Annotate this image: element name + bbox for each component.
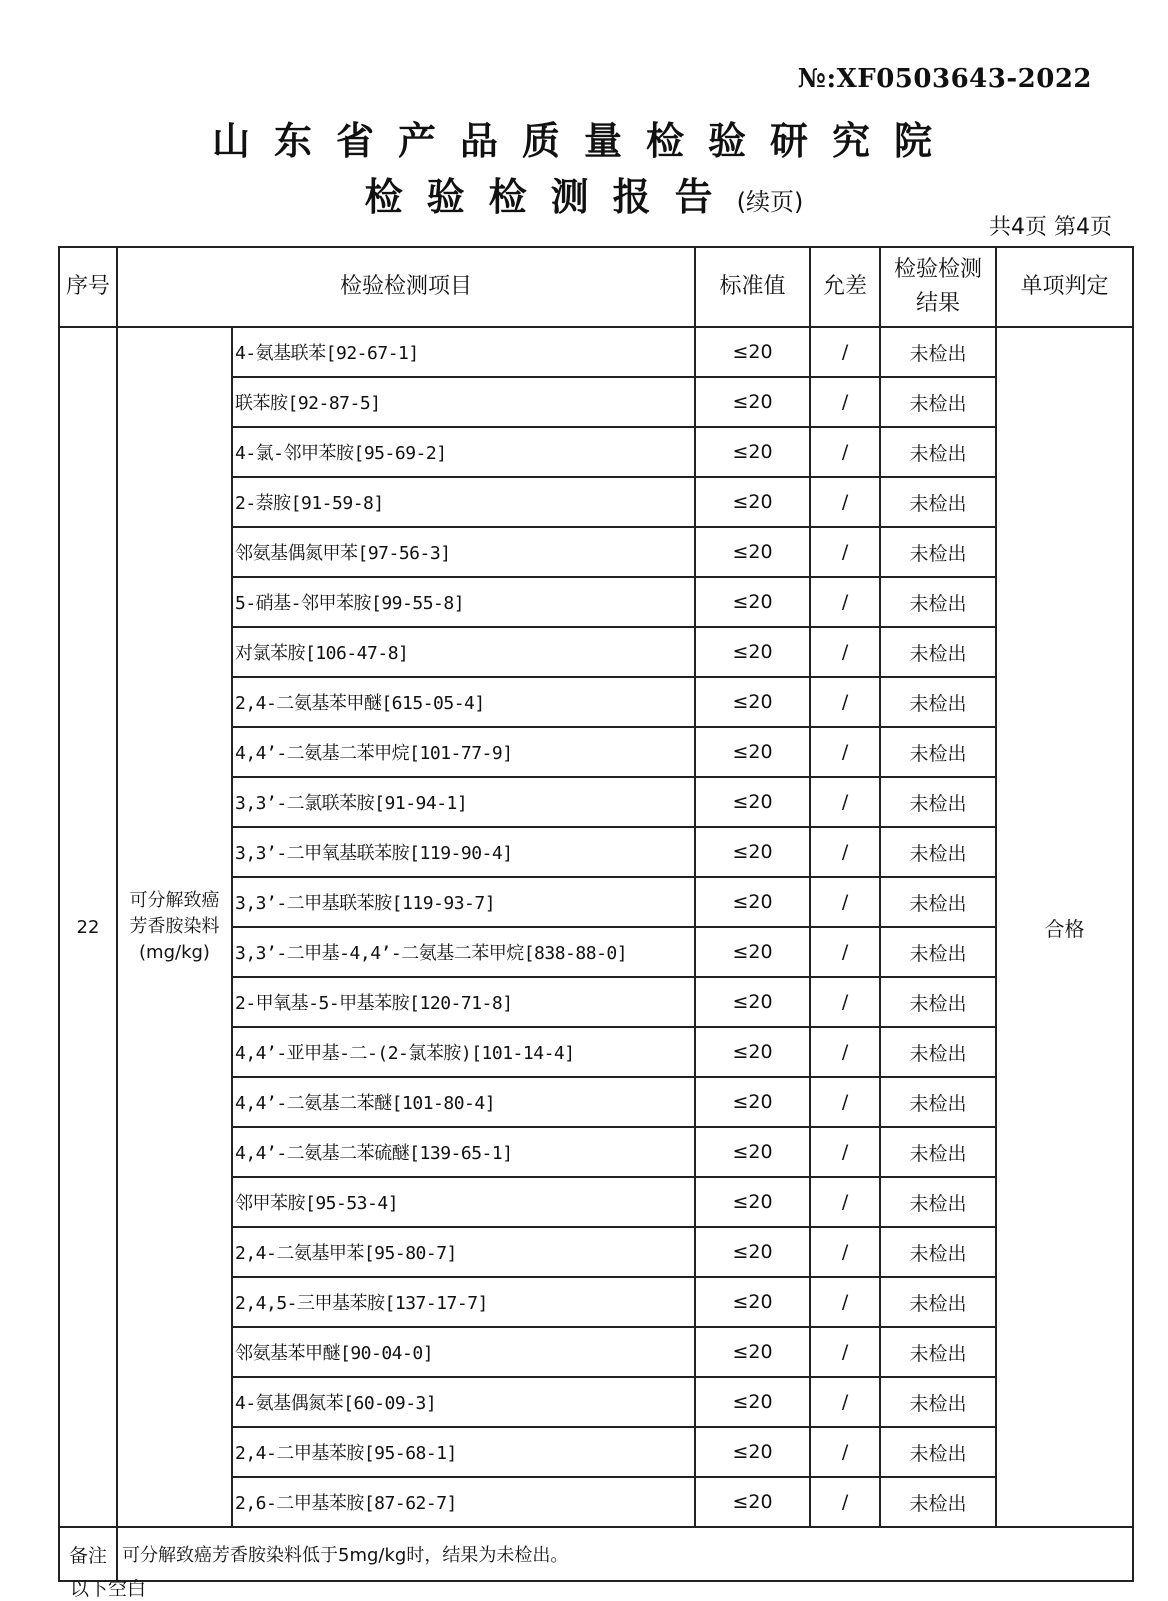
- note-row: [59, 1527, 1133, 1581]
- group-name-line: (mg/kg): [139, 942, 210, 963]
- result-cell: 未检出: [880, 477, 996, 527]
- tolerance-cell: /: [810, 627, 880, 677]
- tolerance-cell: /: [810, 677, 880, 727]
- header-item: 检验检测项目: [117, 247, 695, 327]
- footer-note: 以下空白: [70, 1578, 147, 1600]
- standard-cell: ≤20: [695, 577, 810, 627]
- result-cell: 未检出: [880, 527, 996, 577]
- group-name-line: 芳香胺染料: [129, 916, 220, 937]
- standard-cell: ≤20: [695, 1427, 810, 1477]
- result-cell: 未检出: [880, 1177, 996, 1227]
- item-cell: 3,3’-二氯联苯胺[91-94-1]: [232, 777, 695, 827]
- tolerance-cell: /: [810, 1327, 880, 1377]
- header-verdict: 单项判定: [996, 247, 1133, 327]
- standard-cell: ≤20: [695, 1077, 810, 1127]
- tolerance-cell: /: [810, 777, 880, 827]
- item-cell: 邻氨基偶氮甲苯[97-56-3]: [232, 527, 695, 577]
- result-cell: 未检出: [880, 827, 996, 877]
- standard-cell: ≤20: [695, 1127, 810, 1177]
- table-header-row: [59, 247, 1133, 327]
- standard-cell: ≤20: [695, 1227, 810, 1277]
- item-cell: 4-氨基偶氮苯[60-09-3]: [232, 1377, 695, 1427]
- standard-cell: ≤20: [695, 1027, 810, 1077]
- tolerance-cell: /: [810, 577, 880, 627]
- item-cell: 3,3’-二甲基联苯胺[119-93-7]: [232, 877, 695, 927]
- item-cell: 4,4’-亚甲基-二-(2-氯苯胺)[101-14-4]: [232, 1027, 695, 1077]
- result-cell: 未检出: [880, 427, 996, 477]
- result-cell: 未检出: [880, 977, 996, 1027]
- tolerance-cell: /: [810, 377, 880, 427]
- result-cell: 未检出: [880, 1077, 996, 1127]
- item-cell: 2-甲氧基-5-甲基苯胺[120-71-8]: [232, 977, 695, 1027]
- group-name: [117, 327, 232, 1527]
- result-cell: 未检出: [880, 1377, 996, 1427]
- tolerance-cell: /: [810, 327, 880, 377]
- tolerance-cell: /: [810, 827, 880, 877]
- item-cell: 4-氨基联苯[92-67-1]: [232, 327, 695, 377]
- result-cell: 未检出: [880, 677, 996, 727]
- tolerance-cell: /: [810, 1377, 880, 1427]
- item-cell: 2-萘胺[91-59-8]: [232, 477, 695, 527]
- result-cell: 未检出: [880, 1427, 996, 1477]
- table-body: [59, 327, 1133, 1527]
- report-number: №:XF0503643-2022: [797, 64, 1092, 94]
- item-cell: 联苯胺[92-87-5]: [232, 377, 695, 427]
- result-cell: 未检出: [880, 377, 996, 427]
- standard-cell: ≤20: [695, 977, 810, 1027]
- header-tolerance: 允差: [810, 247, 880, 327]
- standard-cell: ≤20: [695, 627, 810, 677]
- standard-cell: ≤20: [695, 1327, 810, 1377]
- group-verdict: 合格: [996, 327, 1133, 1527]
- result-cell: 未检出: [880, 627, 996, 677]
- tolerance-cell: /: [810, 1177, 880, 1227]
- organization-title: 山东省产品质量检验研究院: [211, 119, 956, 163]
- item-cell: 4-氯-邻甲苯胺[95-69-2]: [232, 427, 695, 477]
- item-cell: 4,4’-二氨基二苯甲烷[101-77-9]: [232, 727, 695, 777]
- report-title: 检验检测报告: [364, 175, 737, 219]
- result-cell: 未检出: [880, 877, 996, 927]
- note-text: 可分解致癌芳香胺染料低于5mg/kg时，结果为未检出。: [117, 1527, 1133, 1581]
- header-standard: 标准值: [695, 247, 810, 327]
- tolerance-cell: /: [810, 1127, 880, 1177]
- tolerance-cell: /: [810, 1027, 880, 1077]
- header-seq: 序号: [59, 247, 117, 327]
- standard-cell: ≤20: [695, 1477, 810, 1527]
- item-cell: 对氯苯胺[106-47-8]: [232, 627, 695, 677]
- result-cell: 未检出: [880, 1127, 996, 1177]
- item-cell: 4,4’-二氨基二苯硫醚[139-65-1]: [232, 1127, 695, 1177]
- note-label: 备注: [59, 1527, 117, 1581]
- result-cell: 未检出: [880, 577, 996, 627]
- tolerance-cell: /: [810, 427, 880, 477]
- tolerance-cell: /: [810, 727, 880, 777]
- tolerance-cell: /: [810, 1227, 880, 1277]
- result-cell: 未检出: [880, 1327, 996, 1377]
- standard-cell: ≤20: [695, 527, 810, 577]
- standard-cell: ≤20: [695, 677, 810, 727]
- result-cell: 未检出: [880, 777, 996, 827]
- standard-cell: ≤20: [695, 1177, 810, 1227]
- tolerance-cell: /: [810, 527, 880, 577]
- tolerance-cell: /: [810, 927, 880, 977]
- tolerance-cell: /: [810, 877, 880, 927]
- tolerance-cell: /: [810, 1477, 880, 1527]
- item-cell: 邻氨基苯甲醚[90-04-0]: [232, 1327, 695, 1377]
- tolerance-cell: /: [810, 977, 880, 1027]
- standard-cell: ≤20: [695, 777, 810, 827]
- standard-cell: ≤20: [695, 477, 810, 527]
- group-name-line: 可分解致癌: [129, 890, 220, 911]
- report-subtitle: (续页): [736, 188, 804, 216]
- item-cell: 邻甲苯胺[95-53-4]: [232, 1177, 695, 1227]
- result-cell: 未检出: [880, 1227, 996, 1277]
- item-cell: 2,4-二氨基苯甲醚[615-05-4]: [232, 677, 695, 727]
- item-cell: 5-硝基-邻甲苯胺[99-55-8]: [232, 577, 695, 627]
- result-cell: 未检出: [880, 327, 996, 377]
- standard-cell: ≤20: [695, 827, 810, 877]
- item-cell: 2,4-二氨基甲苯[95-80-7]: [232, 1227, 695, 1277]
- standard-cell: ≤20: [695, 377, 810, 427]
- standard-cell: ≤20: [695, 927, 810, 977]
- item-cell: 4,4’-二氨基二苯醚[101-80-4]: [232, 1077, 695, 1127]
- page-info: 共4页 第4页: [989, 215, 1112, 240]
- result-cell: 未检出: [880, 927, 996, 977]
- tolerance-cell: /: [810, 477, 880, 527]
- item-cell: 2,6-二甲基苯胺[87-62-7]: [232, 1477, 695, 1527]
- header-result: 检验检测结果: [880, 247, 996, 327]
- tolerance-cell: /: [810, 1277, 880, 1327]
- tolerance-cell: /: [810, 1077, 880, 1127]
- item-cell: 2,4,5-三甲基苯胺[137-17-7]: [232, 1277, 695, 1327]
- standard-cell: ≤20: [695, 427, 810, 477]
- results-table-wrap: [58, 246, 1132, 1582]
- standard-cell: ≤20: [695, 877, 810, 927]
- tolerance-cell: /: [810, 1427, 880, 1477]
- result-cell: 未检出: [880, 1277, 996, 1327]
- item-cell: 3,3’-二甲氧基联苯胺[119-90-4]: [232, 827, 695, 877]
- standard-cell: ≤20: [695, 1277, 810, 1327]
- standard-cell: ≤20: [695, 1377, 810, 1427]
- result-cell: 未检出: [880, 727, 996, 777]
- item-cell: 2,4-二甲基苯胺[95-68-1]: [232, 1427, 695, 1477]
- group-seq: 22: [59, 327, 117, 1527]
- results-table: [58, 246, 1134, 1582]
- standard-cell: ≤20: [695, 727, 810, 777]
- result-cell: 未检出: [880, 1477, 996, 1527]
- item-cell: 3,3’-二甲基-4,4’-二氨基二苯甲烷[838-88-0]: [232, 927, 695, 977]
- standard-cell: ≤20: [695, 327, 810, 377]
- result-cell: 未检出: [880, 1027, 996, 1077]
- table-row: [59, 327, 1133, 377]
